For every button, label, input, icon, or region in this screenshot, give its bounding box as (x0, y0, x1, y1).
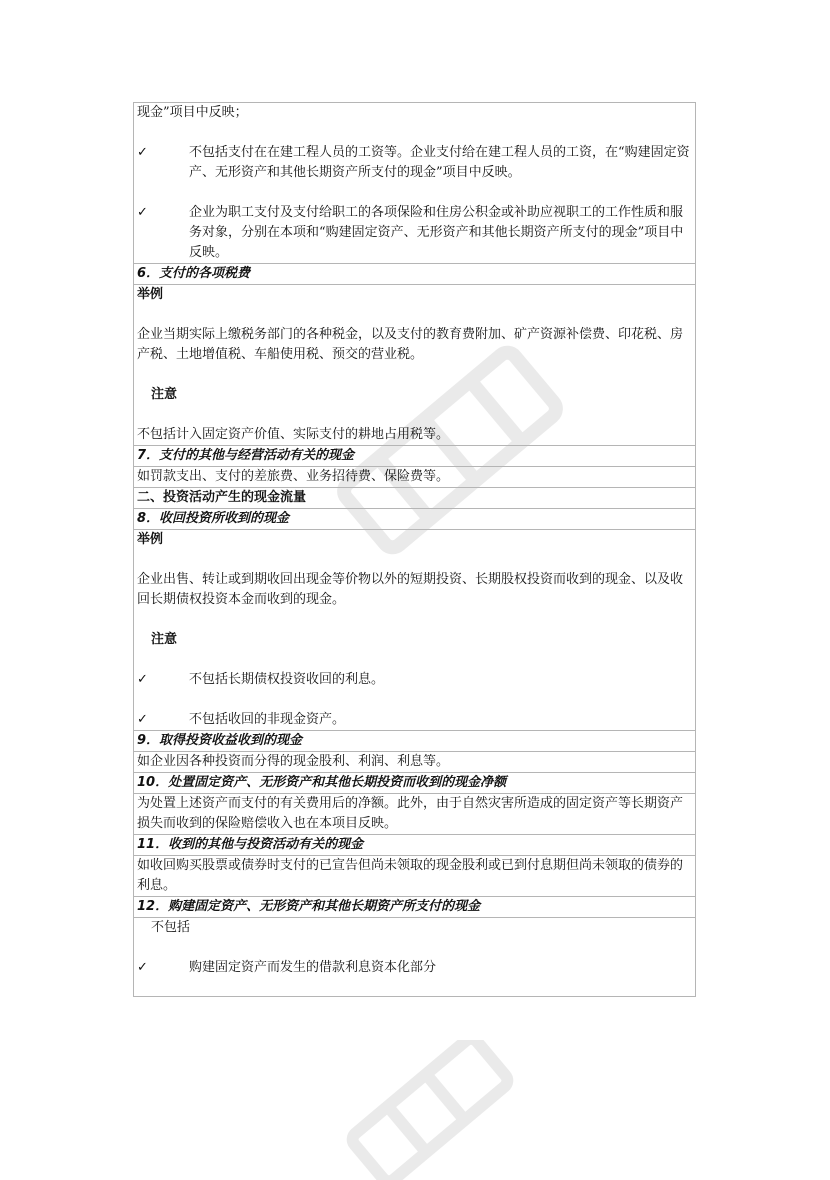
example-label: 举例 (137, 287, 164, 302)
section-8-body (134, 529, 695, 730)
checkmark-icon: ✓ (137, 960, 148, 975)
section-10-heading: 10．处置固定资产、无形资产和其他长期投资而收到的现金净额 (134, 772, 695, 793)
checkmark-icon: ✓ (137, 712, 148, 727)
section-5-continued (134, 103, 695, 263)
section-6-note-text: 不包括计入固定资产价值、实际支付的耕地占用税等。 (137, 427, 450, 442)
section-11-heading: 11．收到的其他与投资活动有关的现金 (134, 834, 695, 855)
section-12-heading: 12．购建固定资产、无形资产和其他长期资产所支付的现金 (134, 896, 695, 917)
section-12-check-1: ✓ 购建固定资产而发生的借款利息资本化部分 (137, 958, 693, 978)
note-label: 注意 (151, 632, 178, 647)
section-10-text: 为处置上述资产而支付的有关费用后的净额。此外，由于自然灾害所造成的固定资产等长期资产损失而收到的保险赔偿收入也在本项目反映。 (134, 793, 695, 834)
section-7-heading: 7．支付的其他与经营活动有关的现金 (134, 445, 695, 466)
section-ii-heading: 二、投资活动产生的现金流量 (134, 487, 695, 508)
exclusion-label: 不包括 (151, 920, 191, 935)
section-8-check-1: ✓ 不包括长期债权投资收回的利息。 (137, 670, 693, 690)
section-8-example-text: 企业出售、转让或到期收回出现金等价物以外的短期投资、长期股权投资而收到的现金、以及收回长期债权投资本金而收到的现金。 (137, 572, 684, 607)
section-7-text: 如罚款支出、支付的差旅费、业务招待费、保险费等。 (134, 466, 695, 487)
note-label: 注意 (151, 387, 178, 402)
section-8-heading: 8．收回投资所收到的现金 (134, 508, 695, 529)
section-5-text: 现金”项目中反映； (137, 105, 248, 120)
section-5-check-2: ✓ 企业为职工支付及支付给职工的各项保险和住房公积金或补助应视职工的工作性质和服务对象，分别在本项和“购建固定资产、无形资产和其他长期资产所支付的现金”项目中反映。 (137, 203, 693, 263)
section-6-heading: 6．支付的各项税费 (134, 263, 695, 284)
checkmark-icon: ✓ (137, 145, 148, 160)
section-5-check-1: ✓ 不包括支付在在建工程人员的工资等。企业支付给在建工程人员的工资，在“购建固定资产、无形资产和其他长期资产所支付的现金”项目中反映。 (137, 143, 693, 183)
example-label: 举例 (137, 532, 164, 547)
section-9-text: 如企业因各种投资而分得的现金股利、利润、利息等。 (134, 751, 695, 772)
section-8-check-2: ✓ 不包括收回的非现金资产。 (137, 710, 693, 730)
section-9-heading: 9．取得投资收益收到的现金 (134, 730, 695, 751)
section-6-body (134, 284, 695, 445)
section-11-text: 如收回购买股票或债券时支付的已宣告但尚未领取的现金股利或已到付息期但尚未领取的债券的利息。 (134, 855, 695, 896)
section-12-body (134, 917, 695, 996)
checkmark-icon: ✓ (137, 205, 148, 220)
cash-flow-notes-table (133, 102, 696, 997)
watermark-logo-bottom (330, 1040, 530, 1180)
checkmark-icon: ✓ (137, 672, 148, 687)
section-6-example-text: 企业当期实际上缴税务部门的各种税金，以及支付的教育费附加、矿产资源补偿费、印花税、房产税、土地增值税、车船使用税、预交的营业税。 (137, 327, 684, 362)
